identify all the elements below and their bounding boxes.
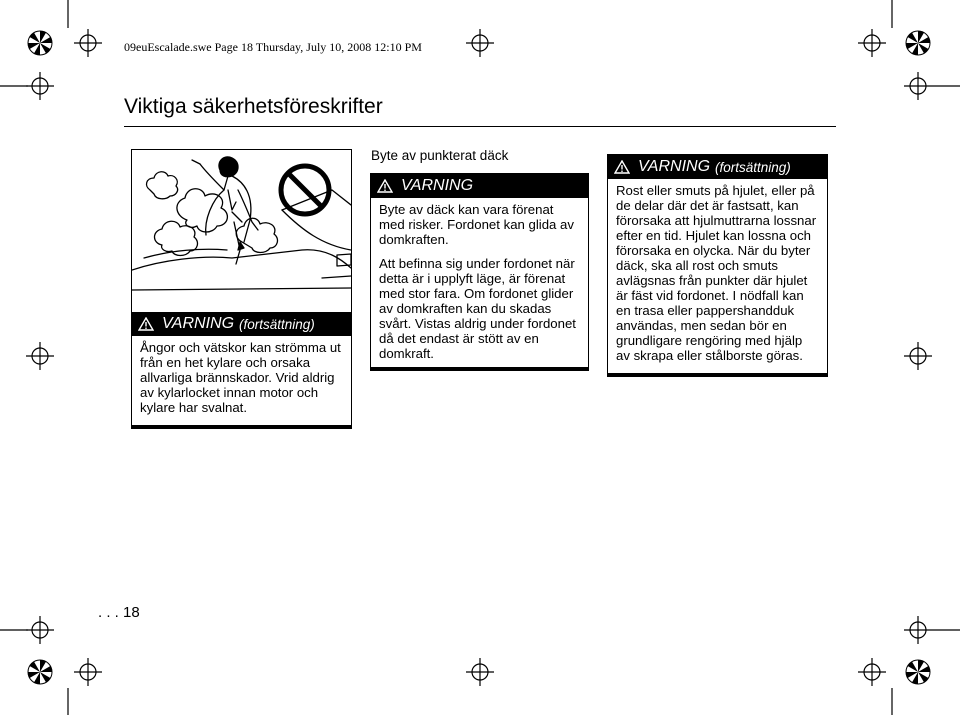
warning-triangle-icon — [138, 317, 154, 331]
warning-paragraph-2: Att befinna sig under fordonet när detta är i upplyft läge, är förenat med stor fara. Om fordonet glider av domkraften kan du skadas svårt. Vistas aldrig under fordonet då det endast är stött av en domkraft. — [379, 256, 576, 361]
warning-title: VARNING — [401, 177, 474, 194]
left-warning-box — [131, 149, 352, 429]
warning-triangle-icon — [377, 179, 393, 193]
page-title: Viktiga säkerhetsföreskrifter — [124, 95, 383, 118]
warning-title: VARNING — [162, 315, 235, 332]
section-heading: Byte av punkterat däck — [371, 148, 509, 163]
warning-paragraph: Rost eller smuts på hjulet, eller på de delar där det är fastsatt, kan förorsaka att hjulmuttrarna lossnar efter en tid. Hjulet kan lossna och förorsaka en olycka. När du byter däck, ska all rost och smuts avlägsnas från punkter där hjulet är fäst vid fordonet. I nödfall kan en trasa eller pappershandduk användas, men sedan bör en grundligare rengöring med hjälp av skrapa eller stålborste göras. — [616, 183, 817, 363]
warning-paragraph: Ångor och vätskor kan strömma ut från en het kylare och orsaka allvarliga brännskador. Vrid aldrig av kylarlocket innan motor och kylare har svalnat. — [140, 340, 341, 415]
middle-warning-text — [371, 198, 588, 367]
title-divider — [124, 126, 836, 127]
warning-paragraph-1: Byte av däck kan vara förenat med risker. Fordonet kan glida av domkraften. — [379, 202, 574, 247]
middle-warning-header — [371, 174, 588, 198]
print-slug: 09euEscalade.swe Page 18 Thursday, July 10, 2008 12:10 PM — [124, 40, 422, 54]
warning-triangle-icon — [614, 160, 630, 174]
page-number: . . . 18 — [98, 604, 140, 621]
warning-subtitle: (fortsättning) — [239, 316, 315, 332]
right-warning-text — [608, 179, 827, 369]
left-warning-header — [132, 312, 351, 336]
warning-subtitle: (fortsättning) — [715, 159, 791, 175]
no-symbol-icon — [275, 160, 335, 220]
right-warning-box — [607, 154, 828, 377]
middle-warning-box — [370, 173, 589, 371]
warning-title: VARNING — [638, 158, 711, 175]
left-warning-text — [132, 336, 351, 421]
right-warning-header — [608, 155, 827, 179]
